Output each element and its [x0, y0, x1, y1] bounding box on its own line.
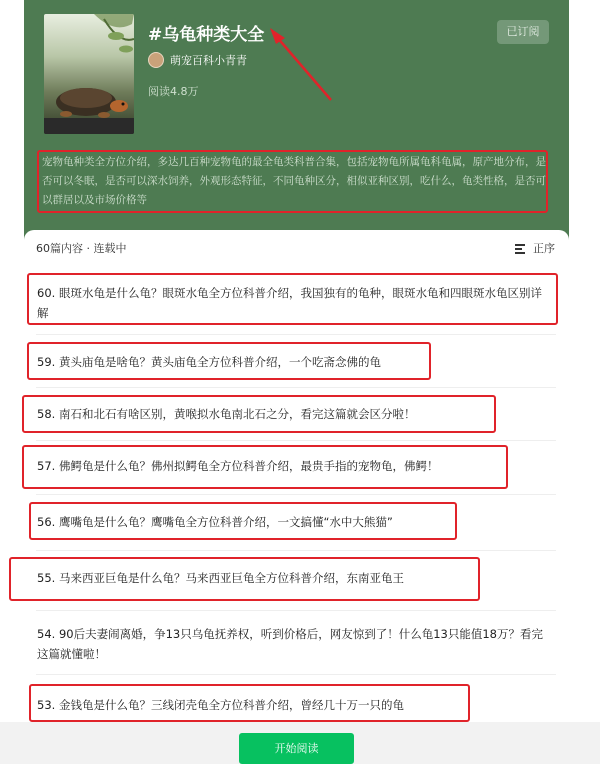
- divider: [36, 387, 556, 388]
- author-name[interactable]: 萌宠百科小青青: [170, 54, 247, 67]
- list-item[interactable]: 56. 鹰嘴龟是什么龟？鹰嘴龟全方位科普介绍，一文搞懂“水中大熊猫”: [37, 515, 393, 529]
- sort-icon: [515, 243, 527, 253]
- list-item[interactable]: 60. 眼斑水龟是什么龟？眼斑水龟全方位科普介绍，我国独有的龟种，眼斑水龟和四眼斑水龟区别详解: [37, 286, 542, 320]
- item-highlight: [22, 445, 508, 489]
- subscribed-button[interactable]: 已订阅: [497, 20, 549, 44]
- divider: [36, 494, 556, 495]
- list-item[interactable]: 57. 佛鳄龟是什么龟？佛州拟鳄龟全方位科普介绍，最贵手指的宠物龟，佛鳄！: [37, 459, 439, 473]
- author-row[interactable]: [148, 52, 247, 68]
- list-item[interactable]: 53. 金钱龟是什么龟？三线闭壳龟全方位科普介绍，曾经几十万一只的龟: [37, 698, 404, 712]
- page-title: #乌龟种类大全: [148, 25, 265, 45]
- sort-toggle[interactable]: [515, 240, 555, 256]
- list-item[interactable]: 55. 马来西亚巨龟是什么龟？马来西亚巨龟全方位科普介绍，东南亚龟王: [37, 571, 404, 585]
- divider: [36, 610, 556, 611]
- topic-description: 宠物龟种类全方位介绍，多达几百种宠物龟的最全龟类科普合集，包括宠物龟所属龟科龟属，原产地分布，是否可以冬眠，是否可以深水饲养，外观形态特征，不同龟种区分，相似亚种区别，吃什么，龟类性格，是否可以群居以及市场价格等: [42, 156, 546, 206]
- divider: [36, 440, 556, 441]
- cover-image: [44, 14, 134, 134]
- avatar: [148, 52, 164, 68]
- item-highlight: [29, 502, 457, 540]
- list-item[interactable]: 59. 黄头庙龟是啥龟？黄头庙龟全方位科普介绍，一个吃斋念佛的龟: [37, 355, 381, 369]
- divider: [36, 674, 556, 675]
- content-count: 60篇内容 · 连载中: [36, 242, 127, 255]
- list-item[interactable]: 54. 90后夫妻闹离婚，争13只乌龟抚养权，听到价格后，网友惊到了！什么龟13只能值18万？看完这篇就懂啦！: [37, 627, 543, 661]
- sort-label: 正序: [533, 242, 555, 255]
- start-reading-button[interactable]: 开始阅读: [239, 733, 354, 764]
- list-item[interactable]: 58. 南石和北石有啥区别，黄喉拟水龟南北石之分，看完这篇就会区分啦！: [37, 407, 416, 421]
- item-highlight: [22, 395, 496, 433]
- topic-header: [24, 0, 569, 250]
- item-highlight: [27, 342, 431, 380]
- read-count: 阅读4.8万: [148, 85, 199, 98]
- divider: [36, 334, 556, 335]
- item-highlight: [27, 273, 558, 325]
- divider: [36, 550, 556, 551]
- turtle-illustration: [44, 14, 134, 134]
- item-highlight: [29, 684, 470, 722]
- item-highlight: [9, 557, 480, 601]
